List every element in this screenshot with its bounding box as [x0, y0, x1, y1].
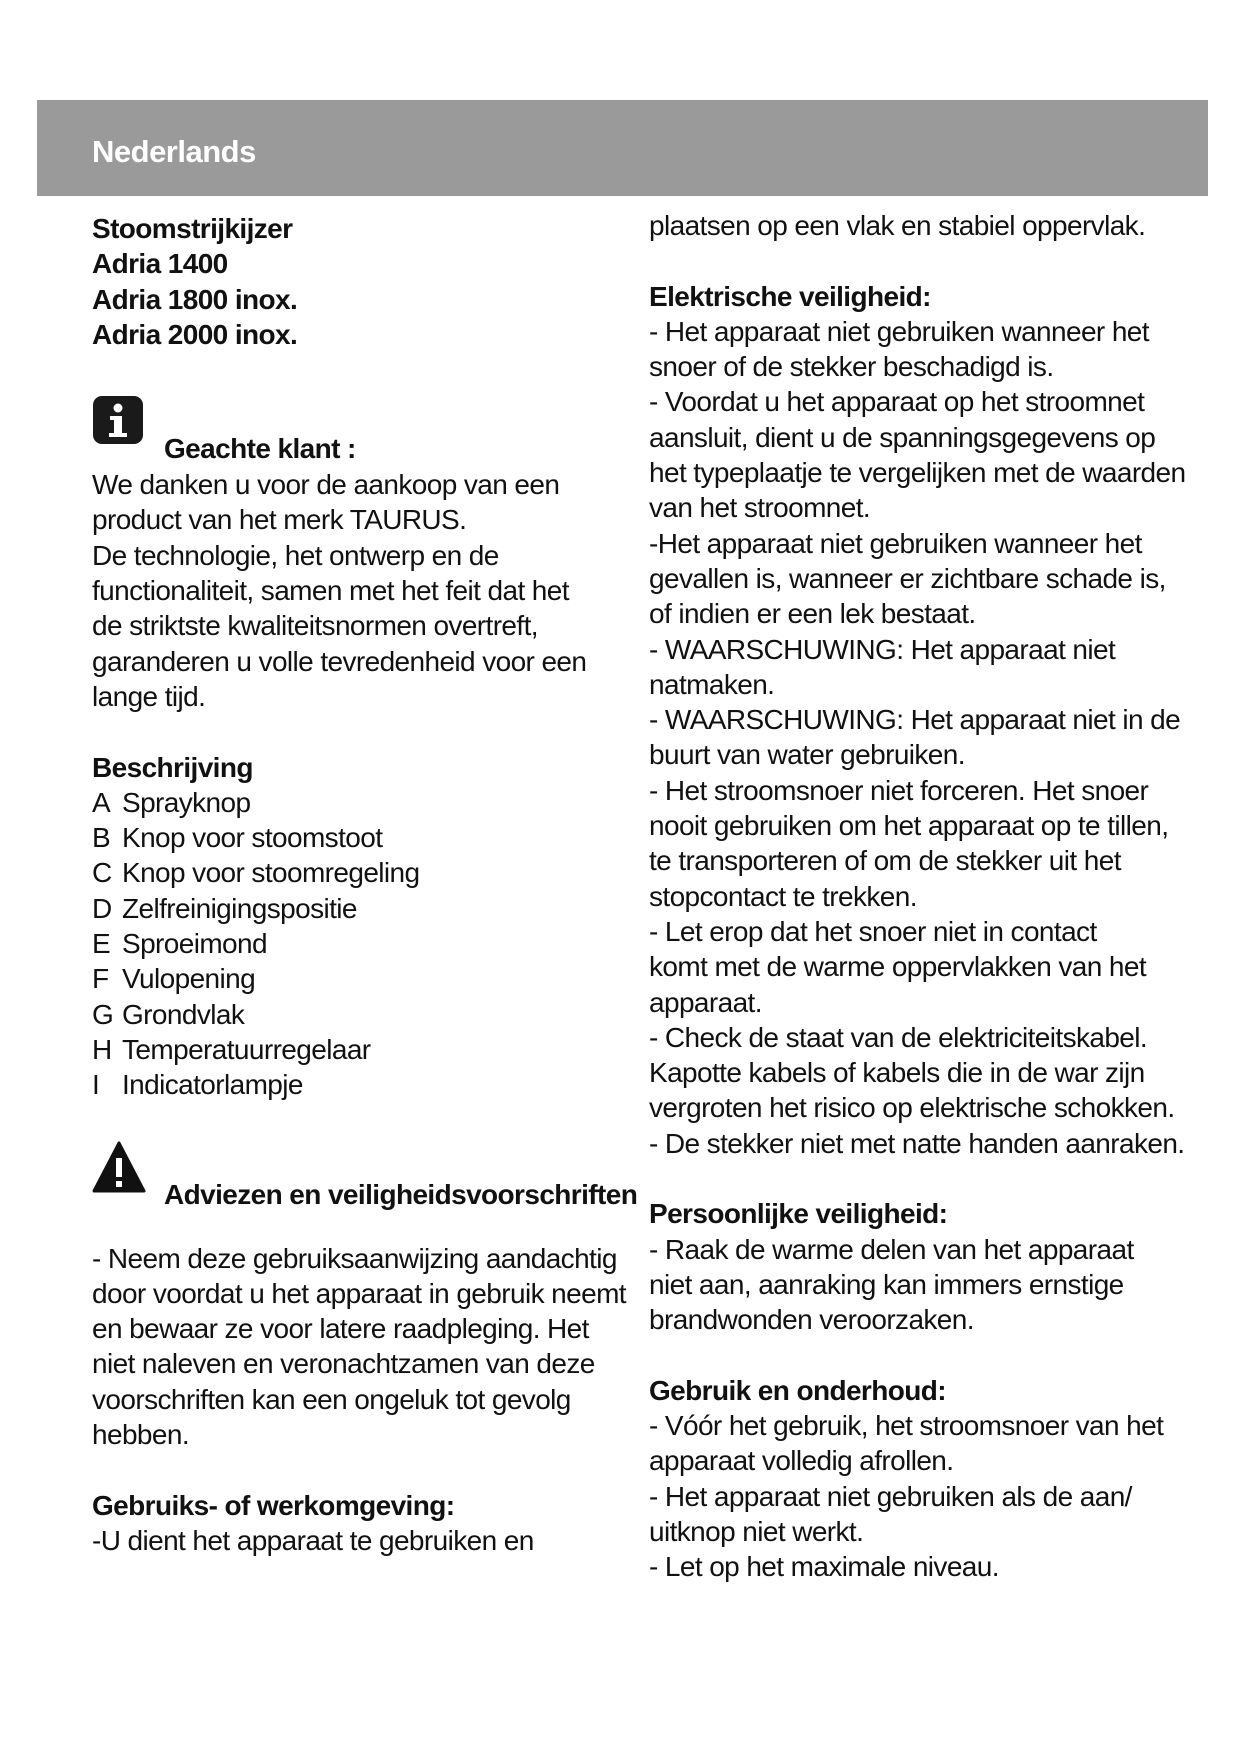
usage-heading: Gebruik en onderhoud:: [649, 1374, 946, 1406]
electrical-safety-text: - Het apparaat niet gebruiken wanneer het: [649, 315, 1149, 347]
electrical-safety-text: vergroten het risico op elektrische schokken.: [649, 1092, 1175, 1124]
info-text: garanderen u volle tevredenheid voor een: [92, 645, 587, 677]
personal-safety-heading: Persoonlijke veiligheid:: [649, 1198, 948, 1230]
info-text: lange tijd.: [92, 680, 206, 712]
description-item: D Zelfreinigingspositie: [92, 892, 357, 924]
info-text: We danken u voor de aankoop van een: [92, 469, 560, 501]
info-text: de striktste kwaliteitsnormen overtreft,: [92, 610, 538, 642]
personal-safety-text: - Raak de warme delen van het apparaat: [649, 1233, 1134, 1265]
usage-text: - Vóór het gebruik, het stroomsnoer van het: [649, 1410, 1164, 1442]
electrical-safety-text: of indien er een lek bestaat.: [649, 598, 976, 630]
electrical-safety-text: te transporteren of om de stekker uit het: [649, 845, 1121, 877]
electrical-safety-text: -Het apparaat niet gebruiken wanneer het: [649, 527, 1142, 559]
electrical-safety-text: - WAARSCHUWING: Het apparaat niet in de: [649, 704, 1181, 736]
electrical-safety-text: snoer of de stekker beschadigd is.: [649, 351, 1054, 383]
electrical-safety-text: gevallen is, wanneer er zichtbare schade is,: [649, 562, 1166, 594]
electrical-safety-text: - Check de staat van de elektriciteitskabel.: [649, 1021, 1148, 1053]
description-item: I Indicatorlampje: [92, 1069, 303, 1101]
environment-text: -U dient het apparaat te gebruiken en: [92, 1524, 534, 1556]
safety-text: hebben.: [92, 1419, 190, 1451]
product-model: Adria 1400: [92, 248, 228, 280]
safety-text: - Neem deze gebruiksaanwijzing aandachtig: [92, 1242, 617, 1274]
electrical-safety-text: - De stekker niet met natte handen aanraken.: [649, 1127, 1185, 1159]
description-item: G Grondvlak: [92, 998, 245, 1030]
electrical-safety-text: natmaken.: [649, 668, 775, 700]
electrical-safety-text: van het stroomnet.: [649, 492, 871, 524]
personal-safety-text: brandwonden veroorzaken.: [649, 1304, 974, 1336]
electrical-safety-text: nooit gebruiken om het apparaat op te tillen,: [649, 810, 1169, 842]
language-header-bar: [37, 100, 1208, 196]
info-text: De technologie, het ontwerp en de: [92, 539, 499, 571]
safety-section-header: [92, 1141, 638, 1213]
warning-icon: [92, 1141, 146, 1193]
usage-text: uitknop niet werkt.: [649, 1515, 864, 1547]
info-text: product van het merk TAURUS.: [92, 504, 467, 536]
description-item: E Sproeimond: [92, 928, 267, 960]
product-model: Adria 1800 inox.: [92, 283, 298, 315]
info-section-header: [92, 395, 632, 467]
left-column: [92, 211, 638, 1558]
electrical-safety-text: - Let erop dat het snoer niet in contact: [649, 915, 1097, 947]
language-title: Nederlands: [92, 134, 256, 169]
electrical-safety-text: - Het stroomsnoer niet forceren. Het snoer: [649, 774, 1149, 806]
electrical-safety-text: - WAARSCHUWING: Het apparaat niet: [649, 633, 1116, 665]
electrical-safety-text: Kapotte kabels of kabels die in de war zijn: [649, 1057, 1145, 1089]
electrical-safety-text: apparaat.: [649, 986, 762, 1018]
description-heading: Beschrijving: [92, 751, 253, 783]
info-text: functionaliteit, samen met het feit dat het: [92, 575, 569, 607]
environment-heading: Gebruiks- of werkomgeving:: [92, 1489, 455, 1521]
usage-text: - Let op het maximale niveau.: [649, 1551, 999, 1583]
electrical-safety-text: komt met de warme oppervlakken van het: [649, 951, 1147, 983]
electrical-safety-text: stopcontact te trekken.: [649, 880, 917, 912]
safety-text: niet naleven en veronachtzamen van deze: [92, 1348, 595, 1380]
safety-heading: Adviezen en veiligheidsvoorschriften: [164, 1178, 638, 1210]
electrical-safety-text: het typeplaatje te vergelijken met de waarden: [649, 457, 1186, 489]
usage-text: - Het apparaat niet gebruiken als de aan/: [649, 1480, 1132, 1512]
product-name: Stoomstrijkijzer: [92, 213, 293, 244]
safety-text: voorschriften kan een ongeluk tot gevolg: [92, 1383, 571, 1415]
safety-text: door voordat u het apparaat in gebruik neemt: [92, 1277, 626, 1309]
usage-text: apparaat volledig afrollen.: [649, 1445, 954, 1477]
right-column: [649, 208, 1209, 1585]
description-item: C Knop voor stoomregeling: [92, 857, 420, 889]
info-heading: Geachte klant :: [164, 433, 356, 465]
electrical-safety-heading: Elektrische veiligheid:: [649, 280, 931, 312]
description-item: A Sprayknop: [92, 786, 251, 818]
info-icon: [92, 395, 144, 447]
environment-text: plaatsen op een vlak en stabiel oppervlak.: [649, 210, 1146, 241]
electrical-safety-text: - Voordat u het apparaat op het stroomnet: [649, 386, 1145, 418]
description-item: F Vulopening: [92, 963, 256, 995]
product-model: Adria 2000 inox.: [92, 318, 298, 350]
description-item: H Temperatuurregelaar: [92, 1033, 371, 1065]
personal-safety-text: niet aan, aanraking kan immers ernstige: [649, 1268, 1124, 1300]
safety-text: en bewaar ze voor latere raadpleging. Het: [92, 1313, 589, 1345]
description-item: B Knop voor stoomstoot: [92, 822, 383, 854]
electrical-safety-text: aansluit, dient u de spanningsgegevens op: [649, 421, 1156, 453]
electrical-safety-text: buurt van water gebruiken.: [649, 739, 965, 771]
